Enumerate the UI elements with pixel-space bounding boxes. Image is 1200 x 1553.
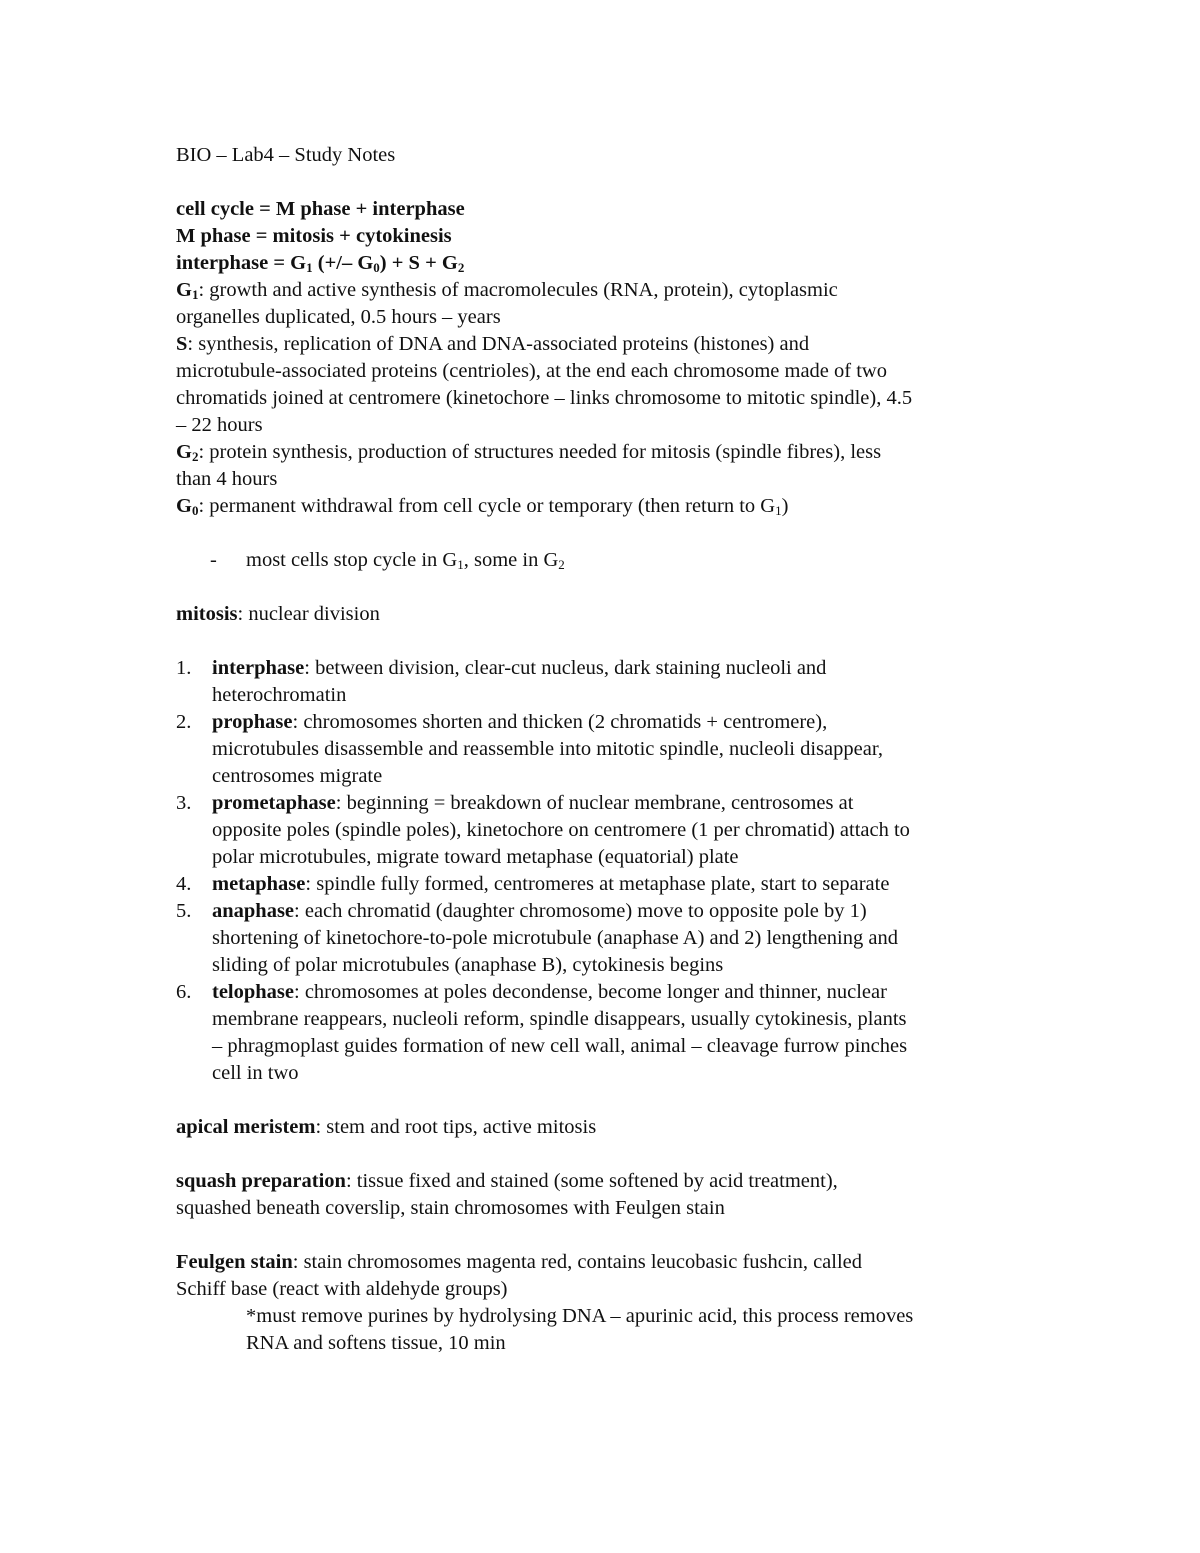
mitosis-heading: mitosis: nuclear division — [176, 603, 380, 625]
spacer — [176, 169, 1046, 196]
spacer — [176, 628, 1046, 655]
page-title: BIO – Lab4 – Study Notes — [176, 144, 396, 166]
phase-g0: $G_0$: permanent withdrawal from cell cycle or temporary (then return to $G_1$) — [176, 495, 789, 518]
phase-s-cont: – 22 hours — [176, 414, 263, 436]
squash-preparation: squash preparation: tissue fixed and stained (some softened by acid treatment), — [176, 1170, 838, 1192]
phase-s: S: synthesis, replication of DNA and DNA-associated proteins (histones) and — [176, 333, 810, 355]
feulgen-stain-cont: Schiff base (react with aldehyde groups) — [176, 1278, 508, 1300]
spacer — [176, 520, 1046, 547]
def-m-phase: M phase = mitosis + cytokinesis — [176, 225, 452, 247]
spacer — [176, 1141, 1046, 1168]
squash-preparation-cont: squashed beneath coverslip, stain chromosomes with Feulgen stain — [176, 1197, 725, 1219]
spacer — [176, 574, 1046, 601]
phase-s-cont: chromatids joined at centromere (kinetochore – links chromosome to mitotic spindle), 4.5 — [176, 387, 913, 409]
document-body — [176, 142, 1046, 1357]
spacer — [176, 1222, 1046, 1249]
stage-item: 5. anaphase: each chromatid (daughter chromosome) move to opposite pole by 1) shortening of kinetochore-to-pole microtubule (anaphase A) and 2) lengthening and sliding of polar microtubules (anaphase B), cytokinesis begins — [176, 900, 898, 976]
bullet-item: - most cells stop cycle in $G_1$, some in $G_2$ — [210, 549, 565, 572]
def-interphase: interphase = $G_1$ (+/– $G_0) + S + G_2$ — [176, 252, 465, 275]
bullet-marker: - — [210, 549, 217, 571]
feulgen-note: RNA and softens tissue, 10 min — [246, 1332, 506, 1354]
stage-item: 3. prometaphase: beginning = breakdown of nuclear membrane, centrosomes at opposite poles (spindle poles), kinetochore on centromere (1 per chromatid) attach to polar microtubules, migrate toward metaphase (equatorial) plate — [176, 792, 910, 868]
def-cell-cycle: cell cycle = M phase + interphase — [176, 198, 465, 220]
feulgen-note: *must remove purines by hydrolysing DNA – apurinic acid, this process removes — [246, 1305, 914, 1327]
apical-meristem: apical meristem: stem and root tips, active mitosis — [176, 1116, 597, 1138]
phase-g1-cont: organelles duplicated, 0.5 hours – years — [176, 306, 501, 328]
phase-g1: $G_1$: growth and active synthesis of macromolecules (RNA, protein), cytoplasmic — [176, 279, 838, 302]
phase-s-cont: microtubule-associated proteins (centrioles), at the end each chromosome made of two — [176, 360, 887, 382]
phase-g2-cont: than 4 hours — [176, 468, 278, 490]
stage-item: 1. interphase: between division, clear-cut nucleus, dark staining nucleoli and heterochromatin — [176, 657, 827, 706]
feulgen-stain: Feulgen stain: stain chromosomes magenta red, contains leucobasic fushcin, called — [176, 1251, 863, 1273]
stage-item: 4. metaphase: spindle fully formed, centromeres at metaphase plate, start to separate — [176, 873, 890, 895]
stage-item: 6. telophase: chromosomes at poles decondense, become longer and thinner, nuclear membrane reappears, nucleoli reform, spindle disappears, usually cytokinesis, plants – phragmoplast guides formation of new cell wall, animal – cleavage furrow pinches cell in two — [176, 981, 908, 1084]
stage-item: 2. prophase: chromosomes shorten and thicken (2 chromatids + centromere), microtubules disassemble and reassemble into mitotic spindle, nucleoli disappear, centrosomes migrate — [176, 711, 883, 787]
spacer — [176, 1087, 1046, 1114]
phase-g2: $G_2$: protein synthesis, production of structures needed for mitosis (spindle fibres), less — [176, 441, 882, 464]
mitosis-stages-list — [176, 655, 1046, 1087]
